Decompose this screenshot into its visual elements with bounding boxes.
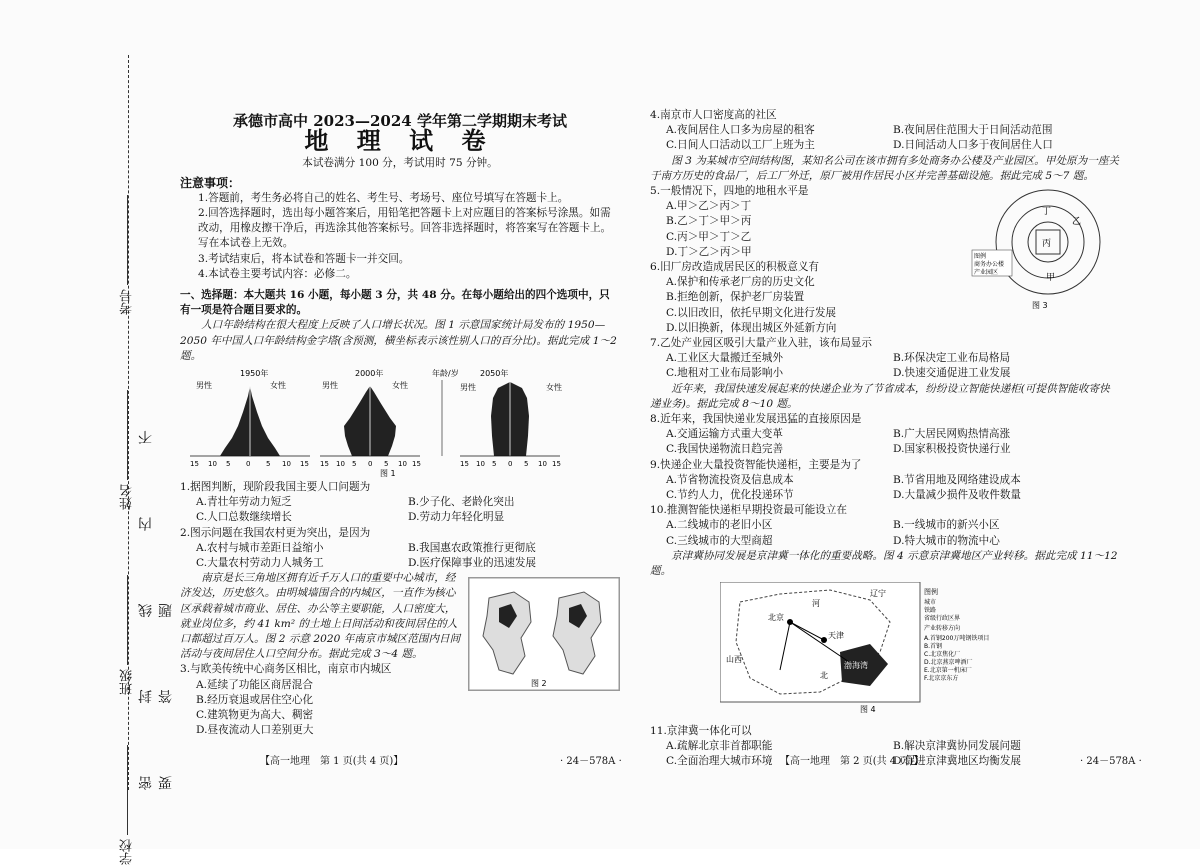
fig3-legend-park: 产业园区 xyxy=(974,269,999,277)
svg-text:15: 15 xyxy=(460,460,469,469)
q7-option-d[interactable]: D.快速交通促进工业发展 xyxy=(893,367,1011,380)
question-6-options xyxy=(650,275,970,336)
q3-option-b[interactable]: B.经历衰退或居住空心化 xyxy=(196,693,314,706)
svg-text:15: 15 xyxy=(190,460,199,469)
svg-text:5: 5 xyxy=(524,460,529,469)
question-2: 2.图示问题在我国农村更为突出，是因为 xyxy=(180,526,371,539)
q10-option-d[interactable]: D.特大城市的物流中心 xyxy=(893,534,1000,547)
q1-option-c[interactable]: C.人口总数继续增长 xyxy=(196,511,292,524)
q8-option-c[interactable]: C.我国快递物流日趋完善 xyxy=(666,443,784,456)
figure-3-caption: 图 3 xyxy=(1032,301,1048,311)
q6-option-b[interactable]: B.拒绝创新，保护老厂房装置 xyxy=(666,291,805,304)
q3-text-block xyxy=(180,571,462,738)
subject-title: 地 理 试 卷 xyxy=(304,126,496,156)
q6-option-c[interactable]: C.以旧改旧，依托早期文化进行发展 xyxy=(666,306,837,319)
q1-option-d[interactable]: D.劳动力年轻化明显 xyxy=(408,511,505,524)
x-ticks-2000 xyxy=(320,460,421,468)
question-5: 5.一般情况下，四地的地租水平是 xyxy=(650,185,809,198)
right-column xyxy=(650,108,1120,769)
q9-option-d[interactable]: D.大量减少损件及收件数量 xyxy=(893,489,1022,502)
exam-number-field[interactable] xyxy=(118,195,137,315)
q3-block xyxy=(180,571,620,738)
class-label: 班级 xyxy=(120,669,135,695)
intro-q8-10: 近年来，我国快速发展起来的快递企业为了节省成本，纷纷设立智能快递柜(可提供智能收寄快递业务)。据此完成 8～10 题。 xyxy=(650,382,1110,410)
q5-option-d[interactable]: D.丁＞乙＞丙＞甲 xyxy=(666,245,752,258)
transfer-d: D.北京燕京啤酒厂 xyxy=(924,659,973,667)
svg-text:10: 10 xyxy=(476,460,485,469)
q5-block xyxy=(650,184,1120,336)
label-ding: 丁 xyxy=(1042,207,1052,218)
question-8-options xyxy=(650,427,1120,457)
question-3-options xyxy=(180,678,462,739)
exam-title: 承德市高中 2023—2024 学年第二学期期末考试 xyxy=(233,112,567,130)
q4-option-a[interactable]: A.夜间居住人口多为房屋的租客 xyxy=(666,124,815,137)
q5-6-text xyxy=(650,184,970,336)
intro-q11-12: 京津冀协同发展是京津冀一体化的重要战略。图 4 示意京津冀地区产业转移。据此完成 11～12 题。 xyxy=(650,549,1118,578)
question-9-options xyxy=(650,473,1120,503)
q10-option-b[interactable]: B.一线城市的新兴小区 xyxy=(893,519,1000,532)
label-shanxi: 山西 xyxy=(726,655,742,665)
question-1-options xyxy=(180,495,620,525)
question-10: 10.推测智能快递柜早期投资最可能设立在 xyxy=(650,504,847,517)
label-tianjin: 天津 xyxy=(828,631,844,641)
transfer-c: C.北京焦化厂 xyxy=(924,651,961,659)
fig4-legend-city: 城市 xyxy=(924,599,937,607)
age-axis xyxy=(432,368,459,456)
question-10-options xyxy=(650,518,1120,548)
fig4-legend-rail: 铁路 xyxy=(924,607,937,615)
exam-meta: 本试卷满分 100 分，考试用时 75 分钟。 xyxy=(302,157,498,170)
transfer-a: A.首钢200万吨钢铁项目 xyxy=(924,635,990,643)
q9-option-c[interactable]: C.节约人力，优化投递环节 xyxy=(666,489,794,502)
svg-text:0: 0 xyxy=(246,460,251,469)
pyramid-2000 xyxy=(320,368,420,456)
figure-3 xyxy=(970,184,1110,336)
binding-strip xyxy=(60,55,174,865)
exam-number-label: 考号 xyxy=(120,289,135,315)
question-4-options xyxy=(650,123,1120,153)
page-1-footer: 【高一地理 第 1 页(共 4 页)】 xyxy=(260,756,404,767)
svg-text:5: 5 xyxy=(384,460,389,469)
q7-option-b[interactable]: B.环保决定工业布局格局 xyxy=(893,352,1011,365)
year-label-2000: 2000年 xyxy=(355,369,384,379)
label-bohai: 渤海湾 xyxy=(844,661,868,671)
svg-text:0: 0 xyxy=(508,460,513,469)
male-label: 男性 xyxy=(196,381,212,391)
label-bei: 北 xyxy=(820,671,828,681)
male-label-3: 男性 xyxy=(460,383,476,393)
female-label-2: 女性 xyxy=(392,381,408,391)
label-he: 河 xyxy=(812,599,820,609)
q10-option-c[interactable]: C.三线城市的大型商超 xyxy=(666,534,773,547)
svg-text:10: 10 xyxy=(398,460,407,469)
city-structure-map xyxy=(970,184,1110,324)
question-7-options xyxy=(650,351,1120,381)
fig4-legend-border: 省级行政区界 xyxy=(924,615,961,623)
q8-option-b[interactable]: B.广大居民网购热情高涨 xyxy=(893,428,1011,441)
q10-option-a[interactable]: A.二线城市的老旧小区 xyxy=(666,519,773,532)
question-1: 1.据图判断，现阶段我国主要人口问题为 xyxy=(180,481,371,494)
q6-option-a[interactable]: A.保护和传承老厂房的历史文化 xyxy=(666,276,815,289)
question-7: 7.乙处产业园区吸引大量产业入驻，该布局显示 xyxy=(650,337,872,350)
q11-option-c[interactable]: C.全面治理大城市环境 xyxy=(666,754,773,767)
intro-q5-7: 图 3 为某城市空间结构图，某知名公司在该市拥有多处商务办公楼及产业园区。甲处原为一座关于南方历史的食品厂，后工厂外迁，原厂被用作居民小区并完善基础设施。据此完成 5～7 题。 xyxy=(650,154,1120,182)
figure-4 xyxy=(720,582,1120,721)
fig4-legend-title: 图例 xyxy=(924,588,938,597)
year-label-1950: 1950年 xyxy=(240,369,269,379)
fig3-legend-title: 图例 xyxy=(974,253,987,261)
question-2-options xyxy=(180,541,620,571)
svg-text:10: 10 xyxy=(282,460,291,469)
x-ticks-1950 xyxy=(190,460,309,468)
fig4-legend-transfer: 产业转移方向 xyxy=(924,625,961,633)
page-2-footer: 【高一地理 第 2 页(共 4 页)】 xyxy=(780,756,924,767)
svg-text:15: 15 xyxy=(300,460,309,469)
label-liaoning: 辽宁 xyxy=(870,589,886,599)
svg-text:15: 15 xyxy=(320,460,329,469)
q8-option-a[interactable]: A.交通运输方式重大变革 xyxy=(666,428,783,441)
notice-3: 3.考试结束后，将本试卷和答题卡一并交回。 xyxy=(198,252,410,265)
q3-option-d[interactable]: D.昼夜流动人口差别更大 xyxy=(196,724,314,737)
q2-option-b[interactable]: B.我国惠农政策推行更彻底 xyxy=(408,541,536,554)
pyramid-1950 xyxy=(190,368,310,456)
q2-option-d[interactable]: D.医疗保障事业的迅速发展 xyxy=(408,557,537,570)
page-2-code: · 24－578A · xyxy=(1080,756,1142,767)
svg-text:15: 15 xyxy=(412,460,421,469)
question-9: 9.快递企业大量投资智能快递柜，主要是为了 xyxy=(650,458,862,471)
year-label-2050: 2050年 xyxy=(480,369,509,379)
x-ticks-2050 xyxy=(460,460,561,468)
class-field[interactable] xyxy=(118,575,137,695)
q7-option-c[interactable]: C.地租对工业布局影响小 xyxy=(666,367,784,380)
q5-option-b[interactable]: B.乙＞丁＞甲＞丙 xyxy=(666,215,752,228)
q3-option-a[interactable]: A.延续了功能区商居混合 xyxy=(196,678,313,691)
svg-text:10: 10 xyxy=(208,460,217,469)
question-11: 11.京津冀一体化可以 xyxy=(650,724,752,737)
transfer-f: F.北京京东方 xyxy=(924,675,959,683)
q4-option-d[interactable]: D.日间活动人口多于夜间居住人口 xyxy=(893,139,1053,152)
svg-text:15: 15 xyxy=(552,460,561,469)
q9-option-a[interactable]: A.节省物流投资及信息成本 xyxy=(666,473,794,486)
school-field[interactable] xyxy=(118,745,137,865)
question-6: 6.旧厂房改造成居民区的积极意义有 xyxy=(650,261,820,274)
svg-text:5: 5 xyxy=(226,460,231,469)
nanjing-population-maps xyxy=(468,577,620,691)
fig3-legend-office: 商务办公楼 xyxy=(974,261,1005,269)
svg-text:0: 0 xyxy=(368,460,373,469)
q9-option-b[interactable]: B.节省用地及网络建设成本 xyxy=(893,473,1021,486)
q2-option-c[interactable]: C.大量农村劳动力人城务工 xyxy=(196,557,324,570)
female-label-3: 女性 xyxy=(546,383,562,393)
q8-option-d[interactable]: D.国家积极投资快递行业 xyxy=(893,443,1011,456)
age-axis-label: 年龄/岁 xyxy=(432,369,459,379)
svg-text:5: 5 xyxy=(352,460,357,469)
question-3: 3.与欧美传统中心商务区相比，南京市内城区 xyxy=(180,663,392,676)
q11-option-d[interactable]: D.促进京津冀地区均衡发展 xyxy=(893,754,1022,767)
q5-option-a[interactable]: A.甲＞乙＞丙＞丁 xyxy=(666,200,752,213)
notice-heading: 注意事项： xyxy=(180,175,241,190)
figure-2 xyxy=(468,577,618,738)
name-label: 姓名 xyxy=(120,484,135,510)
figure-4-caption: 图 4 xyxy=(860,705,876,715)
notice-1: 1.答题前，考生务必将自己的姓名、考生号、考场号、座位号填写在答题卡上。 xyxy=(198,191,569,204)
label-bing: 丙 xyxy=(1042,239,1052,250)
q11-option-b[interactable]: B.解决京津冀协同发展问题 xyxy=(893,739,1021,752)
notice-4: 4.本试卷主要考试内容：必修二。 xyxy=(198,267,357,280)
q1-option-b[interactable]: B.少子化、老龄化突出 xyxy=(408,496,515,509)
question-5-options xyxy=(650,199,970,260)
label-beijing: 北京 xyxy=(768,613,784,623)
name-field[interactable] xyxy=(118,390,137,510)
question-8: 8.近年来，我国快递业发展迅猛的直接原因是 xyxy=(650,413,862,426)
q5-option-c[interactable]: C.丙＞甲＞丁＞乙 xyxy=(666,230,752,243)
q1-option-a[interactable]: A.青壮年劳动力短乏 xyxy=(196,496,292,509)
intro-q3-4: 南京是长三角地区拥有近千万人口的重要中心城市，经济发达，历史悠久。由明城墙围合的内城区，一直作为核心区承载着城市商业、居住、办公等主要职能，人口密度大，就业岗位多，约 41 km² 的土地上日间活动和夜间居住的人口都超过百万人。图 2 示意 2020 年南京市城区范围内日间活动与夜间居住人口空间分布。据此完成 3～4 题。 xyxy=(180,572,461,661)
q4-option-c[interactable]: C.日间人口活动以工厂上班为主 xyxy=(666,139,815,152)
seal-notice: 密 封 线 内 不 要 答 题 xyxy=(138,396,174,790)
q2-option-a[interactable]: A.农村与城市差距日益缩小 xyxy=(196,541,324,554)
pyramid-2050 xyxy=(460,368,562,456)
q3-option-c[interactable]: C.建筑物更为高大、稠密 xyxy=(196,709,314,722)
q7-option-a[interactable]: A.工业区大量搬迁至城外 xyxy=(666,352,783,365)
transfer-e: E.北京第一机床厂 xyxy=(924,667,972,675)
page-1-code: · 24－578A · xyxy=(560,756,622,767)
figure-1-caption: 图 1 xyxy=(380,469,396,479)
intro-q1-2: 人口年龄结构在很大程度上反映了人口增长状况。图 1 示意国家统计局发布的 1950—2050 年中国人口年龄结构金字塔(含预测，横坐标表示该性别人口的百分比)。据此完成 1～2 题。 xyxy=(180,319,617,362)
question-4: 4.南京市人口密度高的社区 xyxy=(650,109,777,121)
svg-text:10: 10 xyxy=(336,460,345,469)
q6-option-d[interactable]: D.以旧换新，体现出城区外延新方向 xyxy=(666,321,837,334)
section-heading: 一、选择题：本大题共 16 小题，每小题 3 分，共 48 分。在每小题给出的四个选项中，只有一项是符合题目要求的。 xyxy=(180,289,610,317)
label-jia: 甲 xyxy=(1046,273,1056,284)
q4-option-b[interactable]: B.夜间居住范围大于日间活动范围 xyxy=(893,124,1053,137)
jingjinji-map xyxy=(720,582,1010,716)
school-label: 学校 xyxy=(120,839,135,865)
svg-text:5: 5 xyxy=(266,460,271,469)
figure-1 xyxy=(180,366,620,478)
transfer-b: B.首钢 xyxy=(924,643,943,651)
female-label: 女性 xyxy=(270,381,286,391)
population-pyramids xyxy=(180,366,620,478)
notice-2: 2.回答选择题时，选出每小题答案后，用铅笔把答题卡上对应题目的答案标号涂黑。如需改动，用橡皮擦干净后，再选涂其他答案标号。回答非选择题时，将答案写在答题卡上。写在本试卷上无效。 xyxy=(198,207,612,250)
q11-option-a[interactable]: A.疏解北京非首都职能 xyxy=(666,739,773,752)
svg-text:10: 10 xyxy=(538,460,547,469)
male-label-2: 男性 xyxy=(322,381,338,391)
left-column xyxy=(180,108,620,739)
figure-2-caption: 图 2 xyxy=(531,679,547,689)
label-yi: 乙 xyxy=(1072,217,1082,228)
svg-text:5: 5 xyxy=(492,460,497,469)
